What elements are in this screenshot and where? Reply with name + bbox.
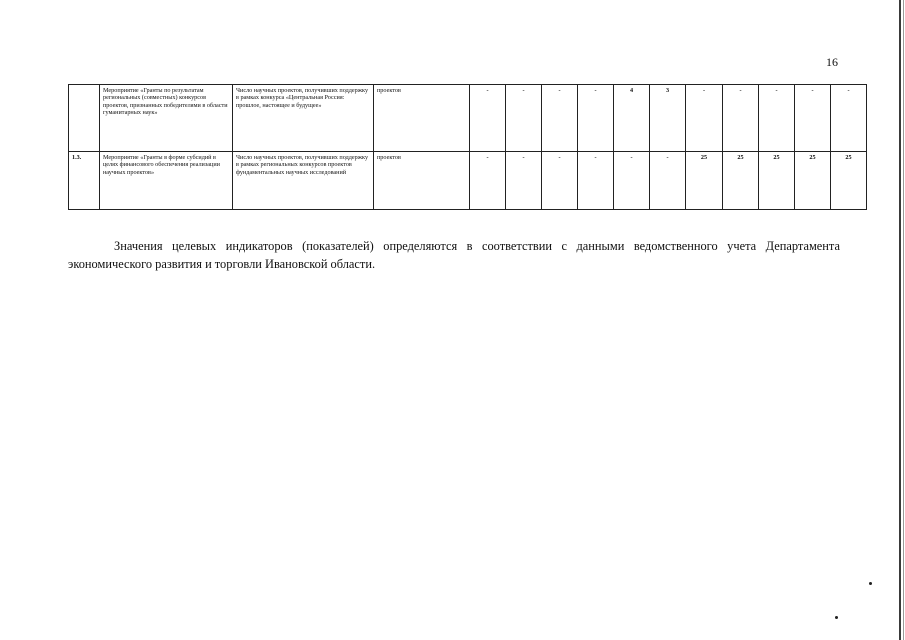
value-cell: - (506, 152, 542, 210)
event-cell: Мероприятие «Гранты в форме субсидий в целях финансового обеспечения реализации научных проектов» (100, 152, 233, 210)
page-number: 16 (826, 55, 838, 69)
value-cell: 25 (686, 152, 723, 210)
value-cell: 4 (614, 85, 650, 152)
value-cell: - (470, 85, 506, 152)
scan-edge-line (899, 0, 901, 640)
event-cell: Мероприятие «Гранты по результатам региональных (совместных) конкурсов проектов, признанных победителями в области гуманитарных наук» (100, 85, 233, 152)
value-cell: - (578, 85, 614, 152)
unit-cell: проектов (374, 152, 470, 210)
value-cell: 25 (795, 152, 831, 210)
value-cell: - (831, 85, 867, 152)
scan-speck (869, 582, 872, 585)
table-row (69, 152, 867, 210)
value-cell: - (614, 152, 650, 210)
table-row (69, 85, 867, 152)
value-cell: - (723, 85, 759, 152)
value-cell: 25 (759, 152, 795, 210)
value-cell: 3 (650, 85, 686, 152)
row-index (69, 85, 100, 152)
row-index: 1.3. (69, 152, 100, 210)
value-cell: - (759, 85, 795, 152)
unit-cell: проектов (374, 85, 470, 152)
value-cell: 25 (831, 152, 867, 210)
value-cell: - (542, 85, 578, 152)
value-cell: - (506, 85, 542, 152)
value-cell: - (578, 152, 614, 210)
value-cell: - (470, 152, 506, 210)
scan-speck (835, 616, 838, 619)
value-cell: - (795, 85, 831, 152)
scan-edge-line-secondary (903, 0, 904, 640)
indicators-table (68, 84, 867, 210)
value-cell: 25 (723, 152, 759, 210)
indicator-cell: Число научных проектов, получивших поддержку в рамках конкурса «Центральная Россия: прошлое, настоящее и будущее» (233, 85, 374, 152)
value-cell: - (542, 152, 578, 210)
value-cell: - (650, 152, 686, 210)
footer-paragraph: Значения целевых индикаторов (показателей) определяются в соответствии с данными ведомственного учета Департамента экономического развития и торговли Ивановской области. (68, 239, 840, 272)
value-cell: - (686, 85, 723, 152)
indicator-cell: Число научных проектов, получивших поддержку в рамках региональных конкурсов проектов фундаментальных научных исследований (233, 152, 374, 210)
